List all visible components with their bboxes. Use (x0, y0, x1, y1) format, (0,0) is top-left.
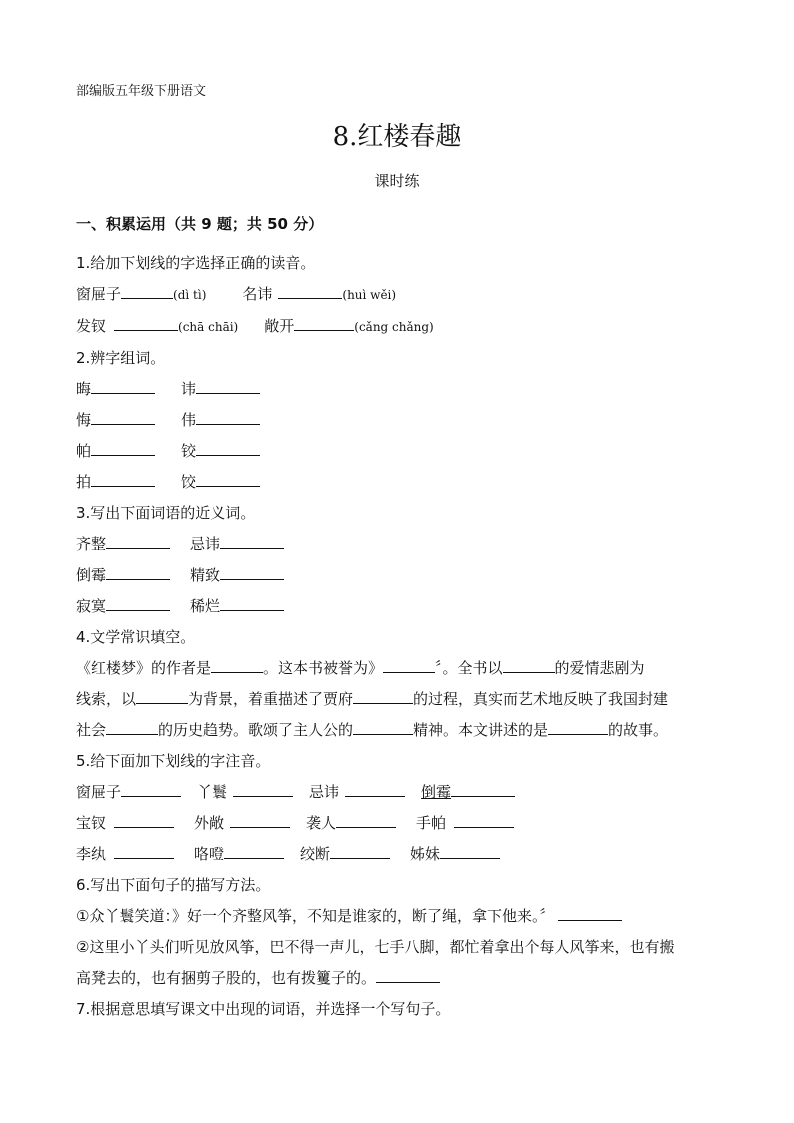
q4-text: 《红楼梦》的作者是 (76, 659, 212, 677)
answer-blank[interactable] (196, 407, 260, 425)
q2-char: 讳 (181, 380, 197, 398)
q3-row (76, 560, 726, 591)
q3-word: 忌讳 (190, 535, 221, 553)
q3-word: 稀烂 (190, 597, 221, 615)
answer-blank[interactable] (345, 779, 405, 797)
q3-row (76, 529, 726, 560)
q5-word: 姊妹 (410, 845, 441, 863)
answer-blank[interactable] (230, 810, 290, 828)
answer-blank[interactable] (376, 965, 440, 983)
q4-text: 精神。本文讲述的是 (413, 721, 549, 739)
q1-pinyin: (huì wěi) (342, 288, 397, 302)
q3-word: 精致 (190, 566, 221, 584)
q6-sentence-2b (76, 963, 726, 994)
answer-blank[interactable] (330, 841, 390, 859)
answer-blank[interactable] (451, 779, 515, 797)
answer-blank[interactable] (220, 531, 284, 549)
q6-text: 高凳去的，也有捆剪子股的，也有拨籰子的。 (76, 969, 377, 987)
q1-word: 名讳 (242, 285, 273, 303)
q2-char: 晦 (76, 380, 92, 398)
header-label: 部编版五年级下册语文 (76, 84, 207, 99)
answer-blank[interactable] (136, 686, 188, 704)
q5-prompt: 5.给下面加下划线的字注音。 (76, 752, 271, 770)
q1-prompt: 1.给加下划线的字选择正确的读音。 (76, 254, 316, 272)
q2-row (76, 405, 726, 436)
answer-blank[interactable] (106, 593, 170, 611)
answer-blank[interactable] (353, 686, 413, 704)
q5-word: 李纨 (76, 845, 107, 863)
q1-row-1 (76, 279, 726, 311)
q3-word: 倒霉 (76, 566, 107, 584)
q1-pinyin: (chā chāi) (178, 320, 239, 334)
content (76, 209, 726, 1025)
q5-row (76, 777, 726, 808)
q1-word: 发钗 (76, 317, 107, 335)
answer-blank[interactable] (548, 717, 608, 735)
q3-row (76, 591, 726, 622)
q4-text: 。这本书被誉为》 (263, 659, 384, 677)
answer-blank[interactable] (196, 469, 260, 487)
answer-blank[interactable] (503, 655, 555, 673)
q5-word: 外敞 (194, 814, 225, 832)
answer-blank[interactable] (106, 531, 170, 549)
answer-blank[interactable] (220, 562, 284, 580)
q4-text: 为背景，着重描述了贾府 (188, 690, 354, 708)
answer-blank[interactable] (220, 593, 284, 611)
q4-prompt: 4.文学常识填空。 (76, 628, 196, 646)
q1-word: 敞开 (264, 317, 295, 335)
q4-text: 的故事。 (608, 721, 669, 739)
answer-blank[interactable] (91, 469, 155, 487)
answer-blank[interactable] (91, 407, 155, 425)
q2-char: 拍 (76, 473, 92, 491)
q4-text: 的爱情悲剧为 (554, 659, 645, 677)
q4-text: 线索，以 (76, 690, 137, 708)
q1-row-2 (76, 311, 726, 343)
q5-word: 丫鬟 (197, 783, 228, 801)
q5-word: 宝钗 (76, 814, 107, 832)
answer-blank[interactable] (336, 810, 396, 828)
q4-text: 的过程，真实而艺术地反映了我国封建 (413, 690, 669, 708)
answer-blank[interactable] (233, 779, 293, 797)
answer-blank[interactable] (196, 376, 260, 394)
answer-blank[interactable] (91, 376, 155, 394)
q2-char: 饺 (181, 473, 197, 491)
q4-text: 的历史趋势。歌颂了主人公的 (158, 721, 354, 739)
q2-char: 铰 (181, 442, 197, 460)
q5-word: 倒霉 (421, 783, 452, 801)
q1-pinyin: (cǎng chǎng) (354, 320, 434, 334)
q2-prompt: 2.辨字组词。 (76, 349, 166, 367)
q6-text: ①众丫鬟笑道：》好一个齐整风筝，不知是谁家的，断了绳，拿下他来。〞 (76, 907, 555, 925)
q5-row (76, 808, 726, 839)
q2-row (76, 374, 726, 405)
q6-sentence-1 (76, 901, 726, 932)
answer-blank[interactable] (558, 903, 622, 921)
q4-line-1 (76, 653, 726, 684)
answer-blank[interactable] (440, 841, 500, 859)
answer-blank[interactable] (121, 779, 181, 797)
answer-blank[interactable] (106, 562, 170, 580)
q1-word: 窗屉子 (76, 285, 122, 303)
answer-blank[interactable] (211, 655, 263, 673)
q6-sentence-2a: ②这里小丫头们听见放风筝，巴不得一声儿，七手八脚，都忙着拿出个每人风筝来，也有搬 (76, 938, 675, 956)
q1-pinyin: (dì tì) (173, 288, 207, 302)
answer-blank[interactable] (114, 810, 174, 828)
q2-char: 伟 (181, 411, 197, 429)
answer-blank[interactable] (454, 810, 514, 828)
q3-word: 寂寞 (76, 597, 107, 615)
q3-prompt: 3.写出下面词语的近义词。 (76, 504, 256, 522)
section-heading: 一、积累运用（共 9 题；共 50 分） (76, 215, 324, 233)
answer-blank[interactable] (278, 281, 342, 299)
q7-prompt: 7.根据意思填写课文中出现的词语，并选择一个写句子。 (76, 1000, 451, 1018)
q5-word: 窗屉子 (76, 783, 122, 801)
answer-blank[interactable] (383, 655, 435, 673)
answer-blank[interactable] (294, 313, 354, 331)
q5-word: 手帕 (416, 814, 447, 832)
q2-char: 帕 (76, 442, 92, 460)
q6-prompt: 6.写出下面句子的描写方法。 (76, 876, 271, 894)
q5-word: 咯噔 (194, 845, 225, 863)
q2-row (76, 436, 726, 467)
q5-word: 袭人 (306, 814, 337, 832)
page-subtitle: 课时练 (374, 172, 420, 190)
q4-text: 〞。全书以 (435, 659, 503, 677)
answer-blank[interactable] (106, 717, 158, 735)
page-title: 8.红楼春趣 (332, 122, 462, 152)
answer-blank[interactable] (353, 717, 413, 735)
q2-char: 悔 (76, 411, 92, 429)
answer-blank[interactable] (224, 841, 284, 859)
answer-blank[interactable] (114, 841, 174, 859)
answer-blank[interactable] (91, 438, 155, 456)
answer-blank[interactable] (121, 281, 173, 299)
q4-line-3 (76, 715, 726, 746)
q5-word: 忌讳 (309, 783, 340, 801)
q2-row (76, 467, 726, 498)
q3-word: 齐整 (76, 535, 107, 553)
q4-line-2 (76, 684, 726, 715)
q5-word: 绞断 (300, 845, 331, 863)
q4-text: 社会 (76, 721, 107, 739)
answer-blank[interactable] (196, 438, 260, 456)
answer-blank[interactable] (114, 313, 178, 331)
q5-row (76, 839, 726, 870)
